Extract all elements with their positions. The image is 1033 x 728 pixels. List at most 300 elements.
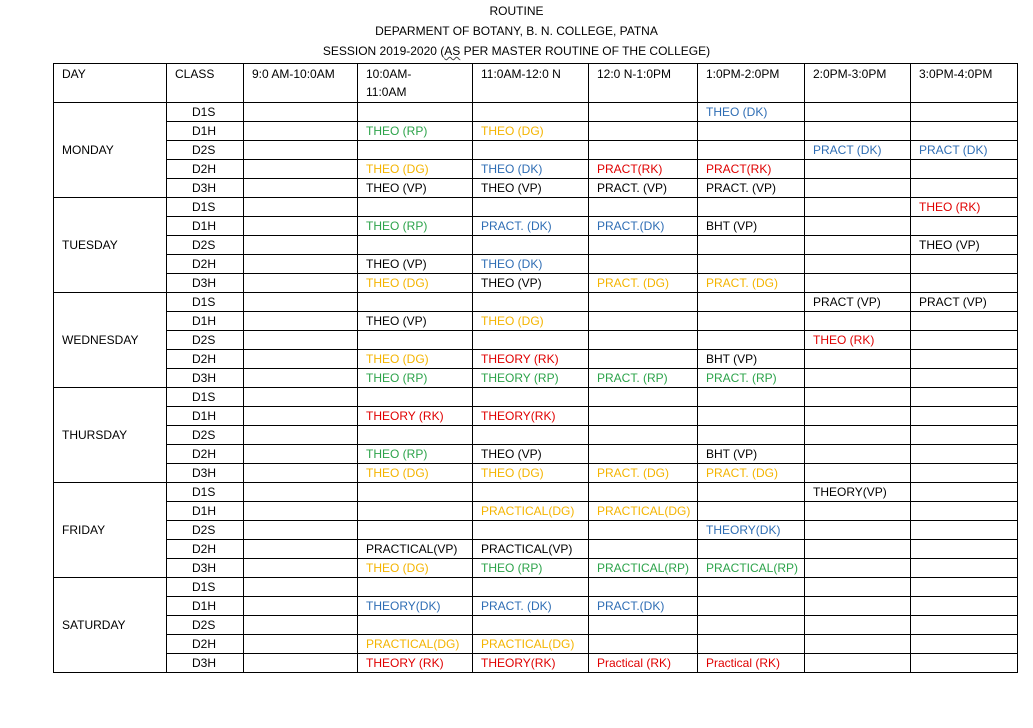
schedule-cell xyxy=(805,369,911,388)
schedule-cell xyxy=(698,540,805,559)
class-label: D3H xyxy=(167,464,244,483)
schedule-cell xyxy=(911,483,1018,502)
class-label: D1S xyxy=(167,483,244,502)
class-label: D2S xyxy=(167,521,244,540)
schedule-cell xyxy=(244,502,358,521)
schedule-cell xyxy=(244,369,358,388)
schedule-cell xyxy=(698,502,805,521)
session-suffix: PER MASTER ROUTINE OF THE COLLEGE) xyxy=(460,44,711,58)
table-row xyxy=(54,217,1018,236)
day-label: WEDNESDAY xyxy=(54,293,167,388)
routine-body xyxy=(54,103,1018,673)
class-entry: THEO (DG) xyxy=(366,162,429,176)
schedule-cell xyxy=(589,217,698,236)
schedule-cell xyxy=(589,350,698,369)
schedule-cell xyxy=(244,654,358,673)
schedule-cell xyxy=(911,293,1018,312)
schedule-cell xyxy=(805,635,911,654)
schedule-cell xyxy=(358,483,473,502)
schedule-cell xyxy=(589,198,698,217)
schedule-cell xyxy=(911,198,1018,217)
schedule-cell xyxy=(805,179,911,198)
class-entry: THEO (DG) xyxy=(481,466,544,480)
schedule-cell xyxy=(911,521,1018,540)
schedule-cell xyxy=(589,407,698,426)
schedule-cell xyxy=(473,122,589,141)
schedule-cell xyxy=(698,331,805,350)
session-heading xyxy=(0,44,1033,58)
day-label: THURSDAY xyxy=(54,388,167,483)
col-header-slot-5: 1:0PM-2:0PM xyxy=(698,64,805,103)
schedule-cell xyxy=(244,350,358,369)
class-entry: PRACT.(DK) xyxy=(597,219,665,233)
table-row xyxy=(54,179,1018,198)
class-label: D3H xyxy=(167,179,244,198)
col-header-class: CLASS xyxy=(167,64,244,103)
schedule-cell xyxy=(698,350,805,369)
class-entry: PRACTICAL(VP) xyxy=(366,542,458,556)
schedule-cell xyxy=(473,388,589,407)
schedule-cell xyxy=(911,426,1018,445)
class-entry: THEO (VP) xyxy=(366,314,427,328)
schedule-cell xyxy=(358,255,473,274)
schedule-cell xyxy=(589,103,698,122)
schedule-cell xyxy=(473,464,589,483)
schedule-cell xyxy=(911,274,1018,293)
table-row xyxy=(54,521,1018,540)
col-header-slot-2: 10:0AM-11:0AM xyxy=(358,64,473,103)
schedule-cell xyxy=(698,483,805,502)
schedule-cell xyxy=(911,540,1018,559)
schedule-cell xyxy=(805,426,911,445)
class-label: D1H xyxy=(167,502,244,521)
schedule-cell xyxy=(805,502,911,521)
class-entry: PRACTICAL(DG) xyxy=(366,637,460,651)
schedule-cell xyxy=(911,350,1018,369)
schedule-cell xyxy=(244,331,358,350)
table-row xyxy=(54,559,1018,578)
class-label: D3H xyxy=(167,559,244,578)
schedule-cell xyxy=(358,559,473,578)
schedule-cell xyxy=(911,635,1018,654)
table-row xyxy=(54,388,1018,407)
class-entry: PRACT(RK) xyxy=(706,162,772,176)
table-row xyxy=(54,578,1018,597)
schedule-cell xyxy=(358,236,473,255)
schedule-cell xyxy=(358,160,473,179)
schedule-cell xyxy=(805,559,911,578)
class-label: D1S xyxy=(167,293,244,312)
schedule-cell xyxy=(698,255,805,274)
class-label: D2H xyxy=(167,255,244,274)
table-row xyxy=(54,654,1018,673)
table-row xyxy=(54,255,1018,274)
schedule-cell xyxy=(589,483,698,502)
schedule-cell xyxy=(358,635,473,654)
schedule-cell xyxy=(911,122,1018,141)
schedule-cell xyxy=(911,255,1018,274)
table-row xyxy=(54,198,1018,217)
class-entry: THEO (VP) xyxy=(481,181,542,195)
schedule-cell xyxy=(698,160,805,179)
schedule-cell xyxy=(805,312,911,331)
schedule-cell xyxy=(698,217,805,236)
schedule-cell xyxy=(473,426,589,445)
schedule-cell xyxy=(805,540,911,559)
class-label: D2S xyxy=(167,236,244,255)
schedule-cell xyxy=(805,350,911,369)
schedule-cell xyxy=(698,103,805,122)
schedule-cell xyxy=(358,597,473,616)
schedule-cell xyxy=(473,236,589,255)
class-entry: BHT (VP) xyxy=(706,219,758,233)
schedule-cell xyxy=(911,654,1018,673)
schedule-cell xyxy=(589,331,698,350)
schedule-cell xyxy=(698,122,805,141)
schedule-cell xyxy=(589,616,698,635)
class-entry: PRACT (DK) xyxy=(813,143,882,157)
class-entry: PRACT (DK) xyxy=(919,143,988,157)
schedule-cell xyxy=(698,179,805,198)
schedule-cell xyxy=(473,635,589,654)
schedule-cell xyxy=(358,198,473,217)
schedule-cell xyxy=(244,141,358,160)
schedule-cell xyxy=(589,654,698,673)
class-entry: THEORY(RK) xyxy=(481,656,556,670)
class-entry: THEO (RP) xyxy=(366,219,428,233)
class-label: D1H xyxy=(167,122,244,141)
col-header-day: DAY xyxy=(54,64,167,103)
schedule-cell xyxy=(589,312,698,331)
schedule-cell xyxy=(589,236,698,255)
table-row xyxy=(54,369,1018,388)
schedule-cell xyxy=(244,426,358,445)
schedule-cell xyxy=(358,331,473,350)
schedule-cell xyxy=(698,407,805,426)
class-entry: THEO (VP) xyxy=(919,238,980,252)
schedule-cell xyxy=(698,388,805,407)
schedule-cell xyxy=(244,312,358,331)
schedule-cell xyxy=(244,540,358,559)
session-prefix: SESSION 2019-2020 ( xyxy=(322,44,445,58)
class-entry: Practical (RK) xyxy=(706,656,781,670)
schedule-cell xyxy=(589,141,698,160)
class-entry: PRACT. (DK) xyxy=(481,219,552,233)
schedule-cell xyxy=(358,502,473,521)
schedule-cell xyxy=(358,578,473,597)
schedule-cell xyxy=(911,160,1018,179)
schedule-cell xyxy=(358,426,473,445)
class-entry: PRACT. (VP) xyxy=(706,181,777,195)
class-entry: PRACT. (DG) xyxy=(597,276,669,290)
day-label: SATURDAY xyxy=(54,578,167,673)
class-label: D1H xyxy=(167,597,244,616)
schedule-cell xyxy=(805,198,911,217)
class-entry: THEO (DK) xyxy=(481,257,543,271)
schedule-cell xyxy=(698,635,805,654)
table-row xyxy=(54,483,1018,502)
class-label: D2H xyxy=(167,540,244,559)
class-label: D2S xyxy=(167,331,244,350)
class-label: D2S xyxy=(167,616,244,635)
schedule-cell xyxy=(589,445,698,464)
class-entry: THEO (DG) xyxy=(366,466,429,480)
table-row xyxy=(54,331,1018,350)
schedule-cell xyxy=(473,217,589,236)
schedule-cell xyxy=(589,293,698,312)
class-entry: PRACT. (DG) xyxy=(706,466,778,480)
schedule-cell xyxy=(805,445,911,464)
schedule-cell xyxy=(589,578,698,597)
class-label: D2H xyxy=(167,160,244,179)
schedule-cell xyxy=(698,293,805,312)
class-label: D3H xyxy=(167,369,244,388)
class-entry: PRACT. (DK) xyxy=(481,599,552,613)
class-entry: THEO (RP) xyxy=(366,371,428,385)
class-entry: PRACT. (RP) xyxy=(706,371,777,385)
schedule-cell xyxy=(473,198,589,217)
schedule-cell xyxy=(911,179,1018,198)
class-label: D3H xyxy=(167,274,244,293)
class-label: D2H xyxy=(167,445,244,464)
schedule-cell xyxy=(911,141,1018,160)
schedule-cell xyxy=(358,122,473,141)
class-entry: PRACT (VP) xyxy=(813,295,881,309)
schedule-cell xyxy=(358,274,473,293)
schedule-cell xyxy=(244,236,358,255)
schedule-cell xyxy=(358,388,473,407)
schedule-cell xyxy=(473,369,589,388)
class-entry: PRACTICAL(DG) xyxy=(481,504,575,518)
schedule-cell xyxy=(473,521,589,540)
table-row xyxy=(54,407,1018,426)
schedule-cell xyxy=(244,160,358,179)
schedule-cell xyxy=(473,350,589,369)
schedule-cell xyxy=(244,616,358,635)
schedule-cell xyxy=(805,616,911,635)
class-label: D2H xyxy=(167,635,244,654)
class-entry: THEO (DG) xyxy=(366,352,429,366)
class-entry: THEO (VP) xyxy=(366,257,427,271)
schedule-cell xyxy=(805,597,911,616)
class-entry: PRACT. (RP) xyxy=(597,371,668,385)
table-row xyxy=(54,426,1018,445)
schedule-cell xyxy=(358,179,473,198)
class-entry: THEO (DG) xyxy=(366,276,429,290)
schedule-cell xyxy=(805,654,911,673)
schedule-cell xyxy=(358,540,473,559)
schedule-cell xyxy=(589,559,698,578)
schedule-cell xyxy=(473,407,589,426)
class-entry: PRACTICAL(RP) xyxy=(597,561,690,575)
class-label: D1S xyxy=(167,578,244,597)
schedule-cell xyxy=(244,578,358,597)
schedule-cell xyxy=(698,464,805,483)
class-label: D2H xyxy=(167,350,244,369)
schedule-cell xyxy=(911,578,1018,597)
schedule-cell xyxy=(473,179,589,198)
schedule-cell xyxy=(589,521,698,540)
schedule-cell xyxy=(911,407,1018,426)
table-row xyxy=(54,502,1018,521)
class-entry: THEORY (RK) xyxy=(366,656,444,670)
schedule-cell xyxy=(473,597,589,616)
schedule-cell xyxy=(698,426,805,445)
class-entry: THEO (RP) xyxy=(481,561,543,575)
schedule-cell xyxy=(698,312,805,331)
class-entry: PRACTICAL(RP) xyxy=(706,561,799,575)
schedule-cell xyxy=(805,331,911,350)
class-entry: THEORY (RK) xyxy=(366,409,444,423)
schedule-cell xyxy=(698,141,805,160)
class-entry: PRACT.(DK) xyxy=(597,599,665,613)
schedule-cell xyxy=(911,331,1018,350)
schedule-cell xyxy=(698,369,805,388)
schedule-cell xyxy=(244,521,358,540)
col-header-slot-6: 2:0PM-3:0PM xyxy=(805,64,911,103)
schedule-cell xyxy=(358,445,473,464)
schedule-cell xyxy=(473,255,589,274)
schedule-cell xyxy=(911,103,1018,122)
schedule-cell xyxy=(589,426,698,445)
schedule-cell xyxy=(589,540,698,559)
schedule-cell xyxy=(589,502,698,521)
schedule-cell xyxy=(473,578,589,597)
class-label: D1S xyxy=(167,198,244,217)
schedule-cell xyxy=(358,217,473,236)
class-entry: Practical (RK) xyxy=(597,656,672,670)
class-entry: THEO (DG) xyxy=(366,561,429,575)
class-label: D1S xyxy=(167,388,244,407)
class-entry: THEORY(DK) xyxy=(706,523,781,537)
schedule-cell xyxy=(358,141,473,160)
schedule-cell xyxy=(473,103,589,122)
class-entry: PRACTICAL(DG) xyxy=(481,637,575,651)
class-entry: PRACT (VP) xyxy=(919,295,987,309)
class-label: D3H xyxy=(167,654,244,673)
schedule-cell xyxy=(358,103,473,122)
class-entry: PRACT. (DG) xyxy=(597,466,669,480)
schedule-cell xyxy=(244,293,358,312)
schedule-cell xyxy=(589,635,698,654)
class-entry: THEO (VP) xyxy=(481,447,542,461)
schedule-cell xyxy=(698,274,805,293)
department-heading: DEPARMENT OF BOTANY, B. N. COLLEGE, PATNA xyxy=(375,24,658,38)
schedule-cell xyxy=(244,274,358,293)
schedule-cell xyxy=(589,388,698,407)
schedule-cell xyxy=(698,578,805,597)
schedule-cell xyxy=(244,198,358,217)
table-row xyxy=(54,312,1018,331)
schedule-cell xyxy=(589,369,698,388)
schedule-cell xyxy=(358,293,473,312)
schedule-cell xyxy=(698,559,805,578)
schedule-cell xyxy=(805,407,911,426)
schedule-cell xyxy=(698,616,805,635)
schedule-cell xyxy=(358,312,473,331)
schedule-cell xyxy=(244,445,358,464)
table-row xyxy=(54,103,1018,122)
schedule-cell xyxy=(244,559,358,578)
schedule-cell xyxy=(473,502,589,521)
session-as-word: AS xyxy=(444,44,461,58)
col-header-slot-1: 9:0 AM-10:0AM xyxy=(244,64,358,103)
schedule-cell xyxy=(473,141,589,160)
class-entry: THEO (DK) xyxy=(481,162,543,176)
schedule-cell xyxy=(805,236,911,255)
schedule-cell xyxy=(911,502,1018,521)
schedule-cell xyxy=(589,122,698,141)
class-entry: THEO (RP) xyxy=(366,124,428,138)
schedule-cell xyxy=(473,483,589,502)
schedule-cell xyxy=(805,141,911,160)
schedule-cell xyxy=(473,559,589,578)
table-row xyxy=(54,540,1018,559)
class-entry: THEO (DG) xyxy=(481,314,544,328)
class-label: D2S xyxy=(167,426,244,445)
table-row xyxy=(54,464,1018,483)
class-entry: THEORY(VP) xyxy=(813,485,887,499)
schedule-cell xyxy=(911,388,1018,407)
class-entry: PRACT(RK) xyxy=(597,162,663,176)
table-row xyxy=(54,597,1018,616)
schedule-cell xyxy=(911,369,1018,388)
schedule-cell xyxy=(805,464,911,483)
schedule-cell xyxy=(244,483,358,502)
schedule-cell xyxy=(911,217,1018,236)
class-entry: PRACT. (VP) xyxy=(597,181,668,195)
schedule-cell xyxy=(589,160,698,179)
schedule-cell xyxy=(911,464,1018,483)
table-row xyxy=(54,616,1018,635)
schedule-cell xyxy=(358,654,473,673)
class-entry: PRACTICAL(DG) xyxy=(597,504,691,518)
day-label: FRIDAY xyxy=(54,483,167,578)
schedule-cell xyxy=(911,597,1018,616)
schedule-cell xyxy=(473,445,589,464)
table-row xyxy=(54,445,1018,464)
class-entry: THEO (VP) xyxy=(481,276,542,290)
day-label: MONDAY xyxy=(54,103,167,198)
schedule-cell xyxy=(473,160,589,179)
class-label: D1H xyxy=(167,217,244,236)
class-label: D2S xyxy=(167,141,244,160)
schedule-cell xyxy=(244,597,358,616)
schedule-cell xyxy=(244,464,358,483)
col-header-slot-7: 3:0PM-4:0PM xyxy=(911,64,1018,103)
header-row xyxy=(54,64,1018,103)
table-row xyxy=(54,274,1018,293)
table-row xyxy=(54,635,1018,654)
schedule-cell xyxy=(911,559,1018,578)
schedule-cell xyxy=(589,179,698,198)
schedule-cell xyxy=(473,293,589,312)
table-row xyxy=(54,350,1018,369)
class-entry: THEORY (RK) xyxy=(481,352,559,366)
class-entry: THEORY (RP) xyxy=(481,371,559,385)
schedule-cell xyxy=(698,654,805,673)
col-header-slot-3: 11:0AM-12:0 N xyxy=(473,64,589,103)
schedule-cell xyxy=(589,255,698,274)
table-row xyxy=(54,160,1018,179)
schedule-cell xyxy=(358,350,473,369)
schedule-cell xyxy=(805,217,911,236)
schedule-cell xyxy=(698,597,805,616)
schedule-cell xyxy=(473,274,589,293)
schedule-cell xyxy=(473,312,589,331)
table-row xyxy=(54,122,1018,141)
schedule-cell xyxy=(244,217,358,236)
